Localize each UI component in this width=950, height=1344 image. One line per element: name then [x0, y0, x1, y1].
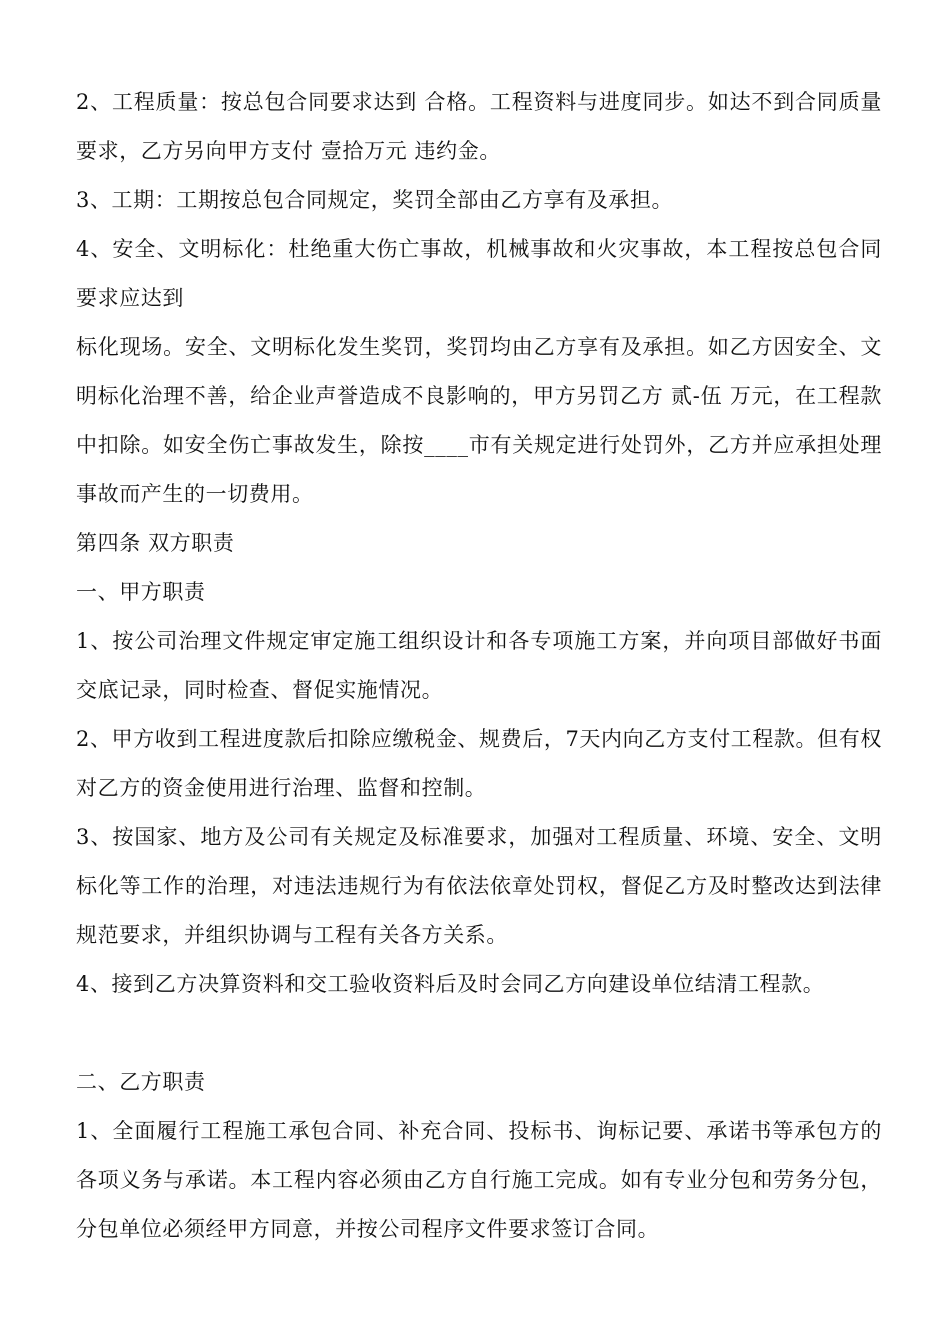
blank-line [76, 1009, 882, 1058]
article-four-heading: 第四条 双方职责 [76, 531, 235, 555]
document-body [76, 78, 882, 1254]
party-a-duty-3: 3、按国家、地方及公司有关规定及标准要求，加强对工程质量、环境、安全、文明标化等工作的治理，对违法违规行为有依法依章处罚权，督促乙方及时整改达到法律规范要求，并组织协调与工程有关各方关系。 [76, 825, 882, 947]
party-a-duties-heading: 一、甲方职责 [76, 580, 206, 604]
clause-safety-continued: 标化现场。安全、文明标化发生奖罚，奖罚均由乙方享有及承担。如乙方因安全、文明标化治理不善，给企业声誉造成不良影响的，甲方另罚乙方 贰-伍 万元，在工程款中扣除。如安全伤亡事故发生，除按____市有关规定进行处罚外，乙方并应承担处理事故而产生的一切费用。 [76, 335, 882, 506]
party-b-duties-heading: 二、乙方职责 [76, 1070, 206, 1094]
party-a-duty-2: 2、甲方收到工程进度款后扣除应缴税金、规费后，7天内向乙方支付工程款。但有权对乙方的资金使用进行治理、监督和控制。 [76, 727, 882, 800]
clause-quality: 2、工程质量：按总包合同要求达到 合格。工程资料与进度同步。如达不到合同质量要求，乙方另向甲方支付 壹拾万元 违约金。 [76, 90, 882, 163]
party-a-duty-4: 4、接到乙方决算资料和交工验收资料后及时会同乙方向建设单位结清工程款。 [76, 972, 825, 996]
party-a-duty-1: 1、按公司治理文件规定审定施工组织设计和各专项施工方案，并向项目部做好书面交底记录，同时检查、督促实施情况。 [76, 629, 882, 702]
party-b-duty-1: 1、全面履行工程施工承包合同、补充合同、投标书、询标记要、承诺书等承包方的各项义务与承诺。本工程内容必须由乙方自行施工完成。如有专业分包和劳务分包，分包单位必须经甲方同意，并按公司程序文件要求签订合同。 [76, 1119, 882, 1241]
clause-schedule: 3、工期：工期按总包合同规定，奖罚全部由乙方享有及承担。 [76, 188, 674, 212]
clause-safety: 4、安全、文明标化：杜绝重大伤亡事故，机械事故和火灾事故，本工程按总包合同要求应达到 [76, 237, 882, 310]
